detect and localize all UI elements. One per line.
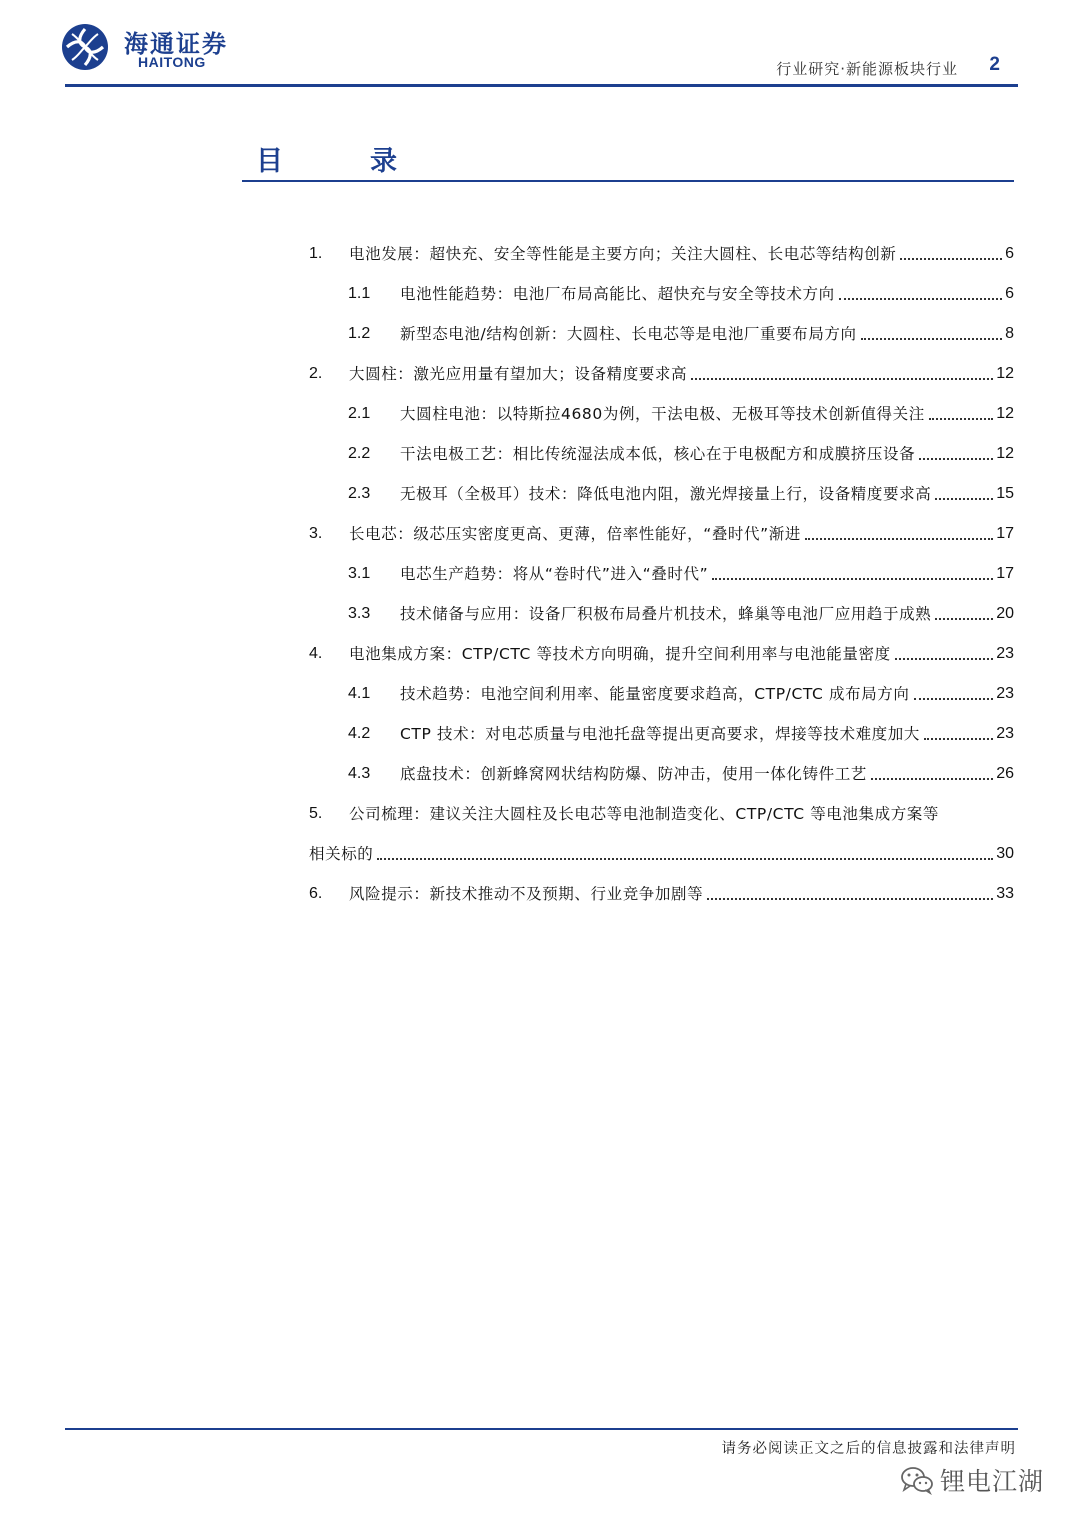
watermark-text: 锂电江湖 (939, 1467, 1044, 1496)
toc-entry-text: 技术储备与应用：设备厂积极布局叠片机技术，蜂巢等电池厂应用趋于成熟 (400, 605, 932, 623)
toc-entry-page: 30 (996, 845, 1014, 862)
toc-entry-page: 17 (996, 565, 1014, 582)
toc-entry-number: 4.3 (348, 765, 371, 782)
toc-entry-number: 2.3 (348, 485, 371, 502)
toc-entry-text: 电芯生产趋势：将从“卷时代”进入“叠时代” (400, 565, 709, 583)
toc-dot-leader (377, 858, 993, 860)
toc-entry-number: 6. (309, 885, 323, 902)
toc-entry-text: 无极耳（全极耳）技术：降低电池内阻，激光焊接量上行，设备精度要求高 (400, 485, 932, 503)
toc-dot-leader (805, 538, 993, 540)
toc-entry-page: 15 (996, 485, 1014, 502)
toc-entry[interactable] (309, 361, 1014, 387)
toc-dot-leader (895, 658, 994, 660)
toc-entry[interactable] (309, 521, 1014, 547)
toc-entry-number: 4. (309, 645, 323, 662)
toc-dot-leader (712, 578, 993, 580)
toc-dot-leader (935, 498, 993, 500)
toc-entry-page: 12 (996, 445, 1014, 462)
logo-english-name: HAITONG (138, 54, 206, 70)
toc-entry[interactable] (309, 881, 1014, 907)
toc-entry-number: 1.1 (348, 285, 371, 302)
toc-entry-text: 电池集成方案：CTP/CTC 等技术方向明确，提升空间利用率与电池能量密度 (349, 645, 891, 663)
toc-entry[interactable] (348, 761, 1014, 787)
toc-entry-text: 电池性能趋势：电池厂布局高能比、超快充与安全等技术方向 (400, 285, 835, 303)
toc-dot-leader (871, 778, 993, 780)
toc-entry[interactable] (309, 801, 1014, 827)
toc-entry[interactable] (348, 401, 1014, 427)
toc-entry-page: 23 (996, 685, 1014, 702)
toc-entry-text: 长电芯：级芯压实密度更高、更薄，倍率性能好，“叠时代”渐进 (349, 525, 801, 543)
toc-entry-page: 26 (996, 765, 1014, 782)
toc-entry[interactable] (348, 321, 1014, 347)
toc-entry-text: 相关标的 (309, 845, 374, 863)
toc-entry-text: 大圆柱：激光应用量有望加大；设备精度要求高 (349, 365, 688, 383)
watermark (900, 1460, 1044, 1500)
toc-dot-leader (935, 618, 993, 620)
toc-entry-number: 3. (309, 525, 323, 542)
toc-entry-continuation[interactable] (309, 841, 1014, 867)
toc-entry-text: 技术趋势：电池空间利用率、能量密度要求趋高，CTP/CTC 成布局方向 (400, 685, 910, 703)
logo-chinese-name: 海通证券 (124, 29, 228, 58)
toc-entry-number: 2. (309, 365, 323, 382)
toc-entry-page: 23 (996, 725, 1014, 742)
toc-dot-leader (839, 298, 1002, 300)
toc-dot-leader (900, 258, 1002, 260)
toc-entry-number: 5. (309, 805, 323, 822)
toc-entry-text: 公司梳理：建议关注大圆柱及长电芯等电池制造变化、CTP/CTC 等电池集成方案等 (349, 805, 939, 823)
toc-dot-leader (919, 458, 993, 460)
toc-entry[interactable] (348, 681, 1014, 707)
toc-entry-page: 6 (1005, 285, 1014, 302)
toc-entry[interactable] (348, 601, 1014, 627)
toc-entry-page: 17 (996, 525, 1014, 542)
toc-entry[interactable] (309, 241, 1014, 267)
toc-entry-text: CTP 技术：对电芯质量与电池托盘等提出更高要求，焊接等技术难度加大 (400, 725, 920, 743)
toc-entry-text: 大圆柱电池：以特斯拉4680为例，干法电极、无极耳等技术创新值得关注 (400, 405, 925, 423)
toc-entry-page: 8 (1005, 325, 1014, 342)
toc-entry[interactable] (348, 441, 1014, 467)
toc-dot-leader (929, 418, 993, 420)
toc-dot-leader (861, 338, 1002, 340)
toc-entry-number: 2.1 (348, 405, 371, 422)
toc-entry-page: 23 (996, 645, 1014, 662)
toc-entry[interactable] (348, 481, 1014, 507)
toc-entry-page: 12 (996, 365, 1014, 382)
toc-title: 目 录 (256, 146, 427, 177)
toc-entry-page: 33 (996, 885, 1014, 902)
header-title: 行业研究·新能源板块行业 (776, 60, 958, 78)
footer-disclaimer: 请务必阅读正文之后的信息披露和法律声明 (721, 1441, 1016, 1457)
page-number: 2 (989, 54, 1000, 75)
toc-entry[interactable] (348, 281, 1014, 307)
toc-entry-text: 干法电极工艺：相比传统湿法成本低，核心在于电极配方和成膜挤压设备 (400, 445, 916, 463)
toc-entry-number: 4.1 (348, 685, 371, 702)
toc-entry-page: 12 (996, 405, 1014, 422)
toc-entry-text: 电池发展：超快充、安全等性能是主要方向；关注大圆柱、长电芯等结构创新 (349, 245, 897, 263)
toc-entry-number: 1. (309, 245, 323, 262)
footer-divider (65, 1428, 1018, 1430)
toc-entry-text: 底盘技术：创新蜂窝网状结构防爆、防冲击，使用一体化铸件工艺 (400, 765, 867, 783)
toc-entry-text: 风险提示：新技术推动不及预期、行业竞争加剧等 (349, 885, 704, 903)
toc-entry-number: 3.3 (348, 605, 371, 622)
toc-dot-leader (691, 378, 993, 380)
toc-entry-page: 6 (1005, 245, 1014, 262)
toc-entry-text: 新型态电池/结构创新：大圆柱、长电芯等是电池厂重要布局方向 (400, 325, 857, 343)
toc-entry[interactable] (348, 721, 1014, 747)
toc-dot-leader (924, 738, 993, 740)
toc-dot-leader (914, 698, 994, 700)
toc-entry[interactable] (348, 561, 1014, 587)
toc-entry-number: 1.2 (348, 325, 371, 342)
toc-dot-leader (707, 898, 993, 900)
toc-entry[interactable] (309, 641, 1014, 667)
toc-entry-number: 4.2 (348, 725, 371, 742)
toc-entry-number: 3.1 (348, 565, 371, 582)
wechat-icon (900, 1465, 934, 1495)
toc-entry-number: 2.2 (348, 445, 371, 462)
toc-entry-page: 20 (996, 605, 1014, 622)
